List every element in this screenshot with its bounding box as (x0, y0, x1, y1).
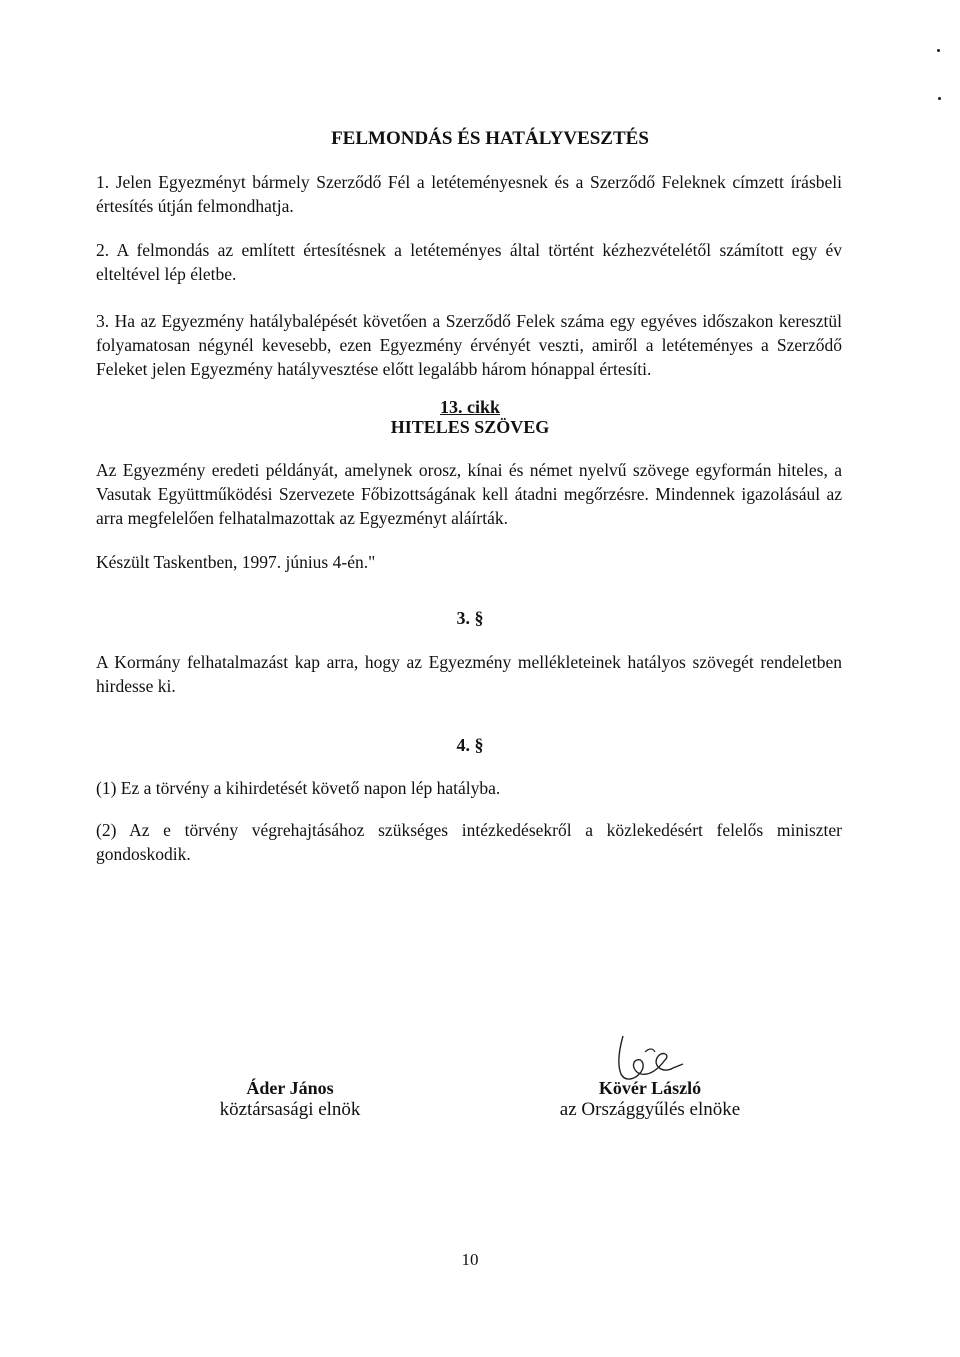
paragraph-1: 1. Jelen Egyezményt bármely Szerződő Fél a letéteményesnek és a Szerződő Feleknek címzett írásbeli értesítés útján felmondhatja. (96, 172, 842, 216)
paragraph-3: 3. Ha az Egyezmény hatálybalépését követően a Szerződő Felek száma egy egyéves időszakon keresztül folyamatosan négynél kevesebb, ezen Egyezmény érvényét veszti, amiről a letéteményes a Szerződő Feleket jelen Egyezmény hatályvesztése előtt legalább három hónappal értesíti. (96, 311, 842, 379)
section-3-body: A Kormány felhatalmazást kap arra, hogy az Egyezmény mellékleteinek hatályos szövegét rendeletben hirdesse ki. (96, 652, 842, 696)
right-signatory-role: az Országgyűlés elnöke (559, 1099, 741, 1120)
left-signatory-role: köztársasági elnök (219, 1099, 361, 1120)
section-4-heading: 4. § (456, 735, 484, 755)
paragraph-2: 2. A felmondás az említett értesítésnek a letéteményes által történt kézhezvételétől számított egy év elteltével lép életbe. (96, 240, 842, 284)
scan-mark (938, 97, 941, 100)
section-title: FELMONDÁS ÉS HATÁLYVESZTÉS (331, 128, 649, 149)
article-number: 13. cikk (439, 397, 500, 417)
section-4-paragraph-1: (1) Ez a törvény a kihirdetését követő napon lép hatályba. (96, 778, 501, 798)
scan-mark (937, 49, 940, 52)
article-body: Az Egyezmény eredeti példányát, amelynek orosz, kínai és német nyelvű szövege egyformán hiteles, a Vasutak Együttműködési Szervezete Főbizottságának kell átadni megőrzésre. Mindennek igazolásául az arra megfelelően felhatalmazottak az Egyezményt aláírták. (96, 460, 842, 528)
section-4-paragraph-2: (2) Az e törvény végrehajtásához szükséges intézkedésekről a közlekedésért felelős miniszter gondoskodik. (96, 820, 842, 864)
page-number: 10 (461, 1250, 479, 1269)
article-closing: Készült Taskentben, 1997. június 4-én." (96, 552, 376, 572)
section-3-heading: 3. § (456, 608, 484, 628)
left-signatory-name: Áder János (246, 1078, 334, 1098)
right-signatory-name: Kövér László (598, 1078, 702, 1098)
article-title: HITELES SZÖVEG (390, 417, 550, 437)
